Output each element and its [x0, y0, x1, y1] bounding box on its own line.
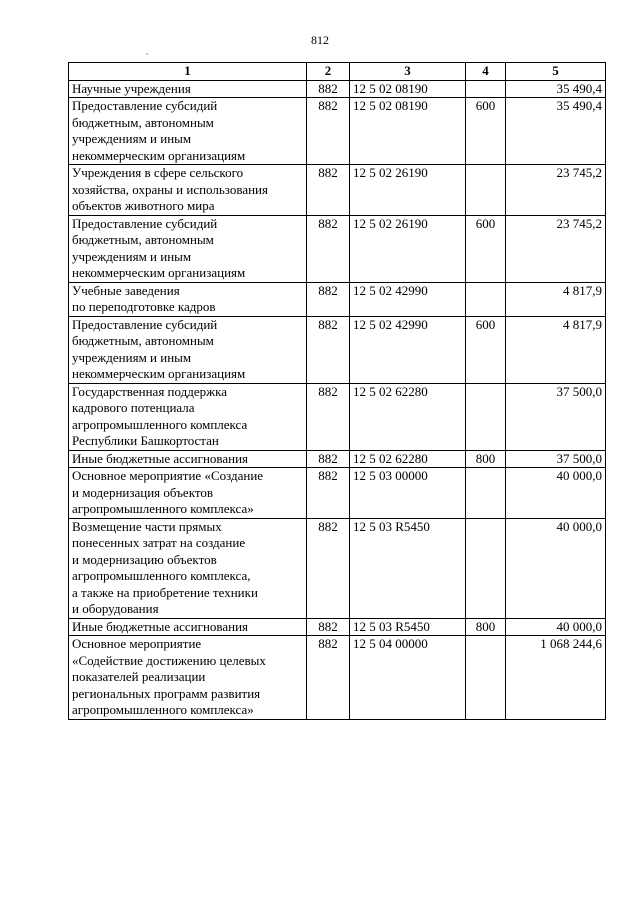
- cell-c2: 882: [307, 518, 350, 618]
- cell-name: Иные бюджетные ассигнования: [69, 618, 307, 636]
- cell-c3: 12 5 02 42990: [350, 282, 466, 316]
- cell-c5: 37 500,0: [506, 450, 606, 468]
- cell-c4: [466, 80, 506, 98]
- table-row: [69, 282, 606, 316]
- table-row: [69, 636, 606, 720]
- cell-c4: 600: [466, 215, 506, 282]
- cell-c4: 800: [466, 618, 506, 636]
- cell-c5: 37 500,0: [506, 383, 606, 450]
- cell-c2: 882: [307, 468, 350, 519]
- cell-c2: 882: [307, 383, 350, 450]
- table-row: [69, 618, 606, 636]
- cell-c4: 600: [466, 316, 506, 383]
- cell-name: Возмещение части прямых понесенных затрат на создание и модернизацию объектов агропромышленного комплекса, а также на приобретение техники и оборудования: [69, 518, 307, 618]
- header-col-5: 5: [506, 63, 606, 81]
- cell-c5: 1 068 244,6: [506, 636, 606, 720]
- cell-name: Иные бюджетные ассигнования: [69, 450, 307, 468]
- cell-name: Основное мероприятие «Содействие достижению целевых показателей реализации региональных программ развития агропромышленного комплекса»: [69, 636, 307, 720]
- cell-c2: 882: [307, 618, 350, 636]
- cell-c2: 882: [307, 450, 350, 468]
- table-row: [69, 80, 606, 98]
- cell-c3: 12 5 03 R5450: [350, 618, 466, 636]
- cell-c2: 882: [307, 636, 350, 720]
- cell-c4: [466, 282, 506, 316]
- cell-c3: 12 5 03 R5450: [350, 518, 466, 618]
- table-row: [69, 215, 606, 282]
- header-col-3: 3: [350, 63, 466, 81]
- table-row: [69, 518, 606, 618]
- cell-c5: 23 745,2: [506, 215, 606, 282]
- header-col-4: 4: [466, 63, 506, 81]
- cell-c3: 12 5 03 00000: [350, 468, 466, 519]
- cell-name: Предоставление субсидий бюджетным, автономным учреждениям и иным некоммерческим организациям: [69, 215, 307, 282]
- cell-c4: [466, 636, 506, 720]
- cell-name: Учреждения в сфере сельского хозяйства, охраны и использования объектов животного мира: [69, 165, 307, 216]
- scan-mark: ˛: [146, 45, 149, 55]
- cell-name: Учебные заведения по переподготовке кадров: [69, 282, 307, 316]
- cell-c3: 12 5 02 62280: [350, 450, 466, 468]
- table-row: [69, 468, 606, 519]
- budget-table: [68, 62, 606, 720]
- cell-name: Основное мероприятие «Создание и модернизация объектов агропромышленного комплекса»: [69, 468, 307, 519]
- cell-c2: 882: [307, 80, 350, 98]
- page-number: 812: [311, 33, 329, 47]
- cell-c2: 882: [307, 98, 350, 165]
- table-row: [69, 383, 606, 450]
- cell-c2: 882: [307, 165, 350, 216]
- cell-c3: 12 5 02 08190: [350, 98, 466, 165]
- cell-c5: 40 000,0: [506, 618, 606, 636]
- cell-c3: 12 5 02 26190: [350, 165, 466, 216]
- cell-name: Предоставление субсидий бюджетным, автономным учреждениям и иным некоммерческим организациям: [69, 98, 307, 165]
- cell-c3: 12 5 02 26190: [350, 215, 466, 282]
- cell-c3: 12 5 02 42990: [350, 316, 466, 383]
- header-col-1: 1: [69, 63, 307, 81]
- cell-name: Государственная поддержка кадрового потенциала агропромышленного комплекса Республики Башкортостан: [69, 383, 307, 450]
- cell-c5: 40 000,0: [506, 518, 606, 618]
- cell-name: Научные учреждения: [69, 80, 307, 98]
- table-row: [69, 165, 606, 216]
- cell-c4: [466, 383, 506, 450]
- cell-c5: 40 000,0: [506, 468, 606, 519]
- cell-c4: 800: [466, 450, 506, 468]
- cell-name: Предоставление субсидий бюджетным, автономным учреждениям и иным некоммерческим организациям: [69, 316, 307, 383]
- table-row: [69, 450, 606, 468]
- cell-c2: 882: [307, 316, 350, 383]
- cell-c4: [466, 468, 506, 519]
- cell-c4: 600: [466, 98, 506, 165]
- cell-c2: 882: [307, 282, 350, 316]
- cell-c5: 4 817,9: [506, 282, 606, 316]
- cell-c3: 12 5 02 62280: [350, 383, 466, 450]
- header-col-2: 2: [307, 63, 350, 81]
- table-row: [69, 98, 606, 165]
- cell-c2: 882: [307, 215, 350, 282]
- cell-c3: 12 5 04 00000: [350, 636, 466, 720]
- cell-c3: 12 5 02 08190: [350, 80, 466, 98]
- table-header-row: [69, 63, 606, 81]
- cell-c5: 35 490,4: [506, 98, 606, 165]
- cell-c5: 23 745,2: [506, 165, 606, 216]
- cell-c5: 35 490,4: [506, 80, 606, 98]
- cell-c5: 4 817,9: [506, 316, 606, 383]
- table-row: [69, 316, 606, 383]
- cell-c4: [466, 518, 506, 618]
- cell-c4: [466, 165, 506, 216]
